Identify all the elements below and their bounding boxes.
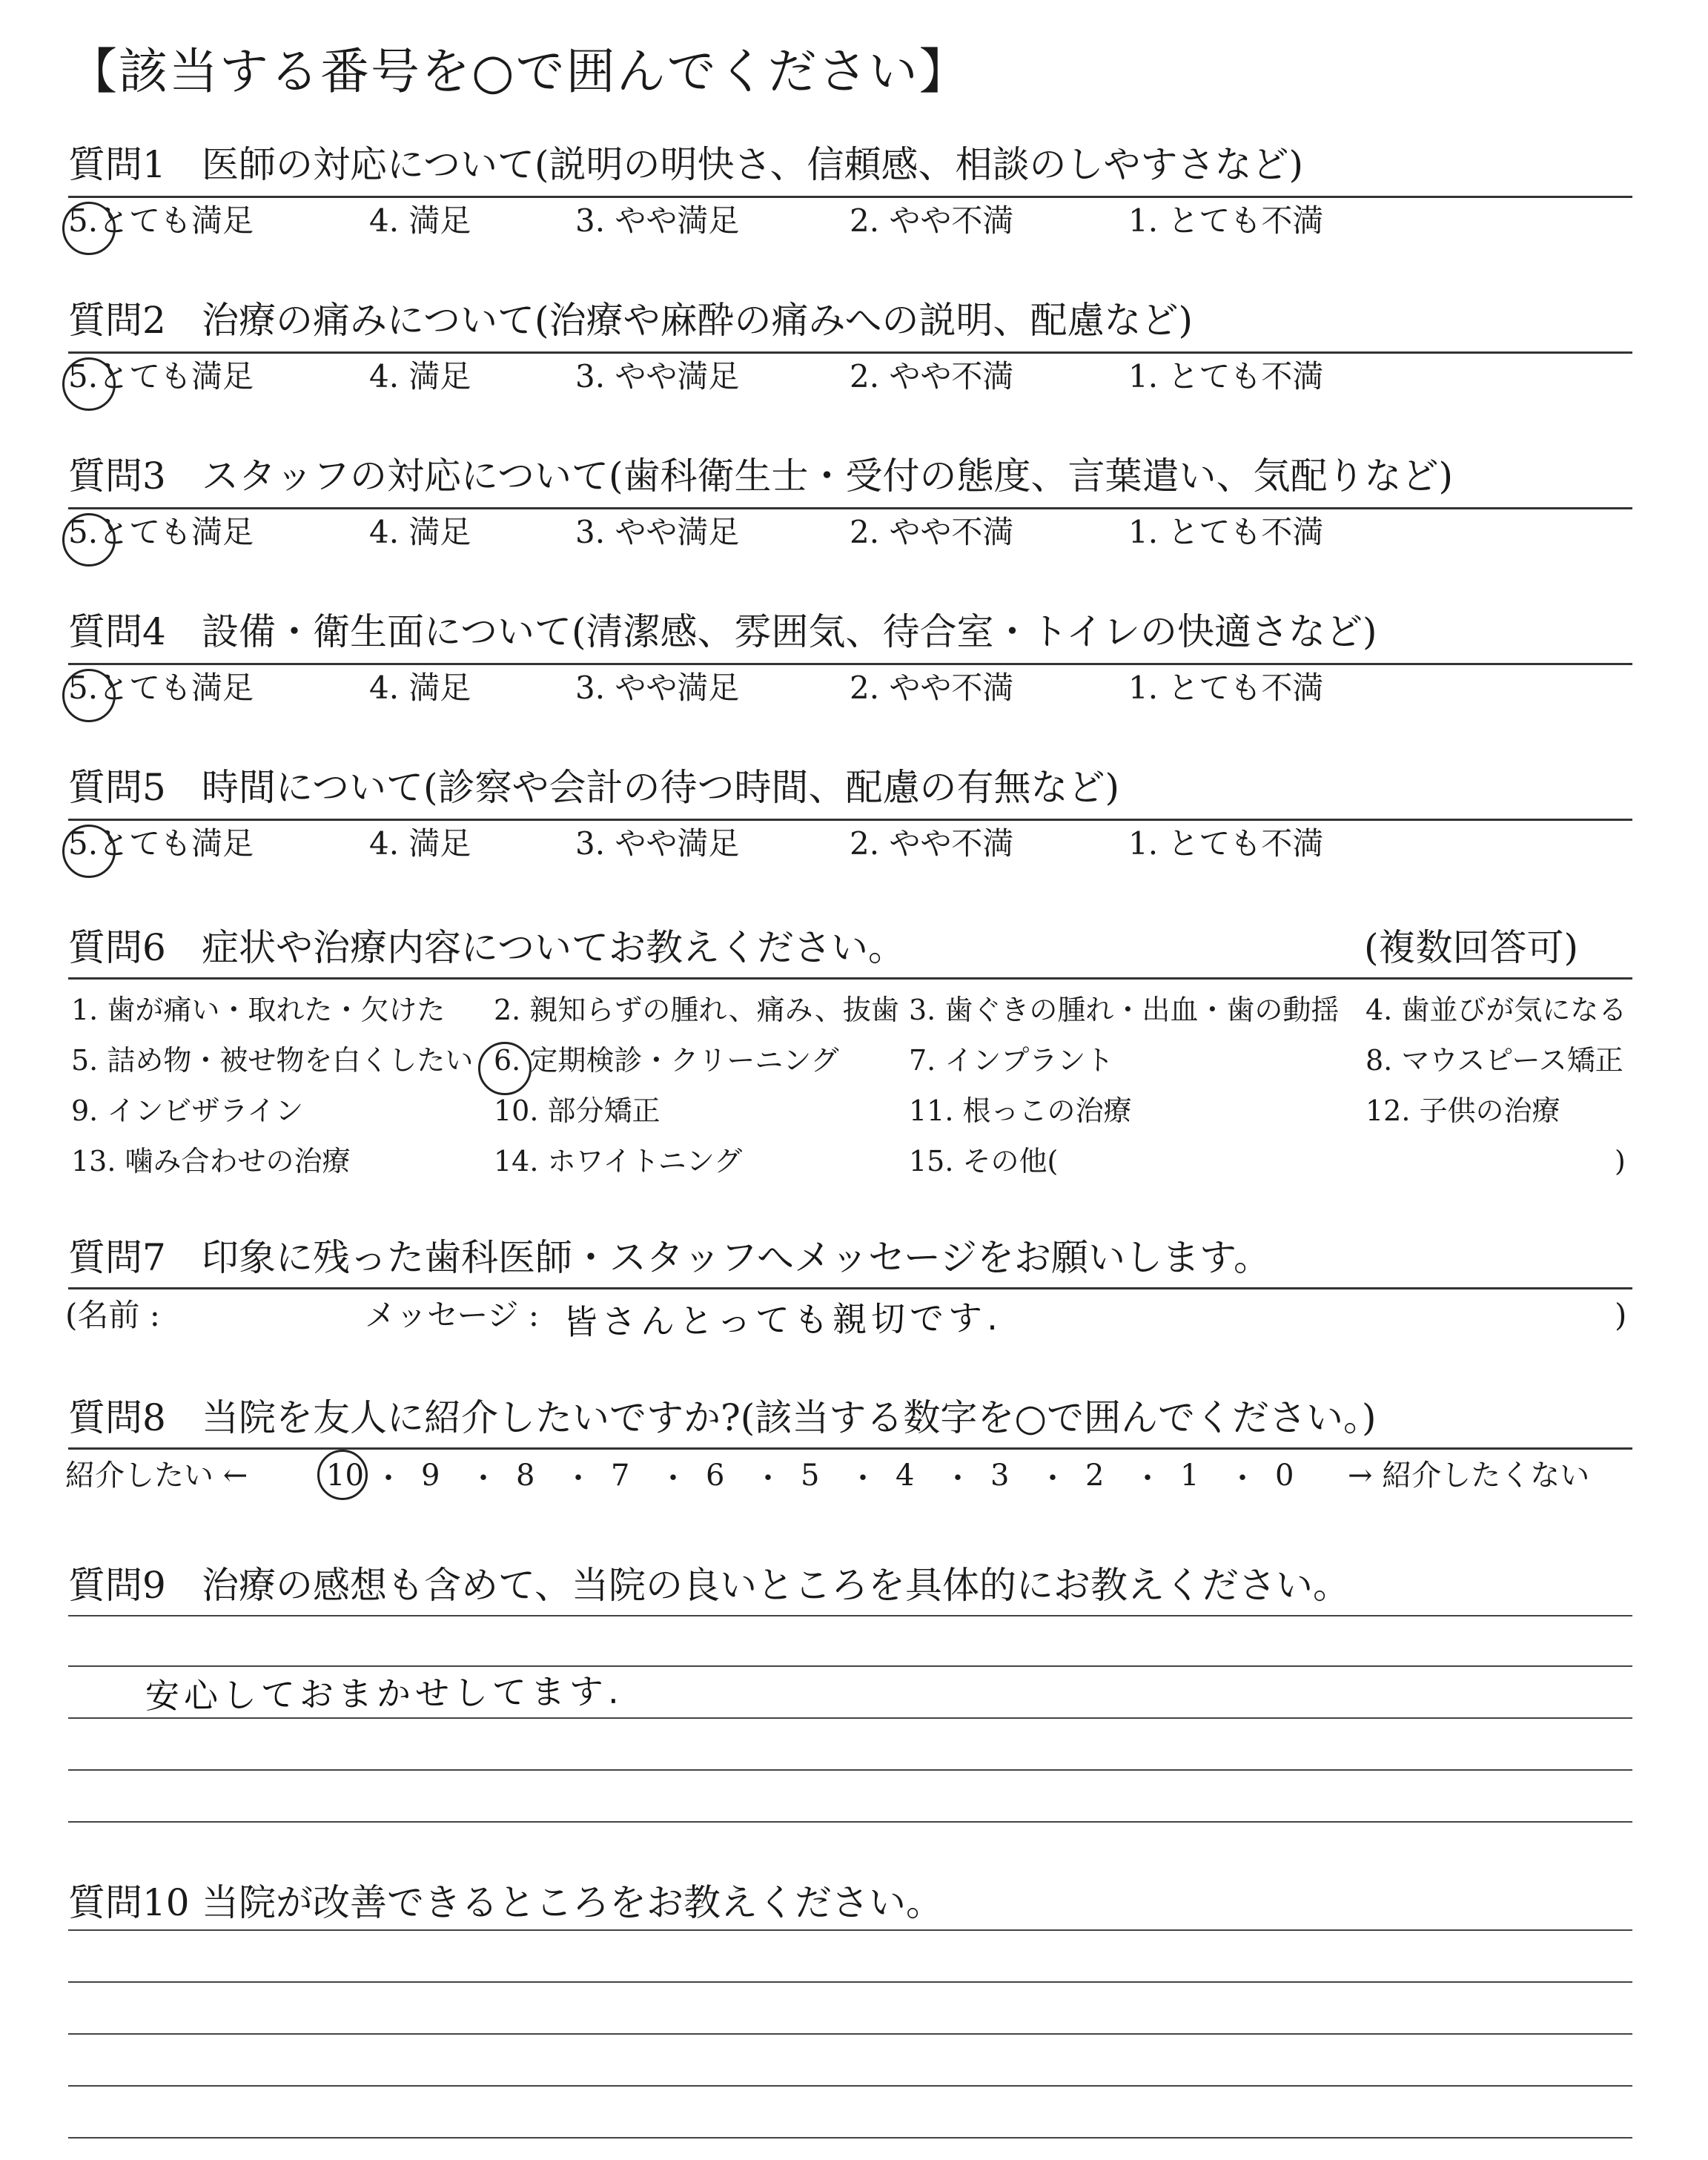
- q9-line-3: [68, 1717, 1632, 1719]
- q6-heading: [68, 924, 905, 971]
- q4-option[interactable]: 3. やや満足: [575, 670, 740, 706]
- q8-selected-circle: [317, 1450, 368, 1500]
- q8-scale-value[interactable]: 9: [421, 1459, 440, 1493]
- q8-scale-value[interactable]: 4: [896, 1459, 915, 1493]
- q1-option[interactable]: 4. 満足: [369, 202, 471, 239]
- q9-line-5: [68, 1821, 1632, 1823]
- q4-number: 質問4: [68, 610, 166, 653]
- q8-scale-separator: ・: [943, 1462, 973, 1496]
- q8-left-label: 紹介したい ←: [65, 1459, 248, 1493]
- q5-text: 時間について(診察や会計の待つ時間、配慮の有無など): [202, 766, 1120, 809]
- q7-close-paren: ): [1615, 1297, 1627, 1333]
- q5-selected-circle: [62, 825, 116, 878]
- q8-scale-value[interactable]: 3: [990, 1459, 1010, 1493]
- q8-scale-value[interactable]: 8: [516, 1459, 535, 1493]
- q4-option[interactable]: 2. やや不満: [850, 670, 1014, 706]
- q8-scale-separator: ・: [658, 1462, 688, 1496]
- q8-scale-separator: ・: [1133, 1462, 1162, 1496]
- q2-option[interactable]: 3. やや満足: [575, 358, 740, 394]
- q8-rule: [68, 1447, 1632, 1450]
- q6-option[interactable]: 1. 歯が痛い・取れた・欠けた: [71, 994, 446, 1026]
- q6-number: 質問6: [68, 926, 166, 969]
- q2-rule: [68, 351, 1632, 354]
- q2-option[interactable]: 2. やや不満: [850, 358, 1014, 394]
- q3-heading: [68, 452, 1453, 500]
- q2-selected-circle: [62, 357, 116, 411]
- q8-scale-value[interactable]: 7: [611, 1459, 630, 1493]
- q7-message-label: メッセージ :: [365, 1297, 539, 1333]
- q7-number: 質問7: [68, 1236, 166, 1279]
- q8-scale-separator: ・: [374, 1462, 403, 1496]
- q2-option[interactable]: 1. とても不満: [1128, 358, 1324, 394]
- q10-line-5: [68, 2137, 1632, 2138]
- q8-scale-separator: ・: [1228, 1462, 1257, 1496]
- q10-number: 質問10: [68, 1881, 190, 1924]
- q6-option[interactable]: 10. 部分矯正: [494, 1094, 661, 1127]
- q8-text: 当院を友人に紹介したいですか?(該当する数字を○で囲んでください。): [202, 1396, 1377, 1439]
- q6-selected-circle: [478, 1042, 532, 1095]
- q9-text: 治療の感想も含めて、当院の良いところを具体的にお教えください。: [202, 1564, 1350, 1607]
- q1-option[interactable]: 1. とても不満: [1128, 202, 1324, 239]
- q8-scale-separator: ・: [848, 1462, 878, 1496]
- q10-line-3: [68, 2033, 1632, 2035]
- q3-option[interactable]: 3. やや満足: [575, 514, 740, 550]
- q2-text: 治療の痛みについて(治療や麻酔の痛みへの説明、配慮など): [202, 299, 1194, 342]
- q9-number: 質問9: [68, 1564, 166, 1607]
- q10-line-1: [68, 1929, 1632, 1931]
- q5-option[interactable]: 3. やや満足: [575, 825, 740, 862]
- q5-option[interactable]: 4. 満足: [369, 825, 471, 862]
- q8-scale-separator: ・: [1038, 1462, 1068, 1496]
- q6-option[interactable]: 9. インビザライン: [71, 1094, 304, 1127]
- q1-option[interactable]: 3. やや満足: [575, 202, 740, 239]
- q8-heading: [68, 1394, 1376, 1441]
- q4-text: 設備・衛生面について(清潔感、雰囲気、待合室・トイレの快適さなど): [202, 610, 1377, 653]
- q3-option[interactable]: 5.とても満足: [68, 514, 254, 550]
- q6-option[interactable]: 8. マウスピース矯正: [1366, 1044, 1623, 1077]
- q1-option[interactable]: 2. やや不満: [850, 202, 1014, 239]
- q10-heading: [68, 1879, 943, 1926]
- q7-heading: [68, 1234, 1271, 1281]
- q10-line-2: [68, 1981, 1632, 1983]
- q6-option[interactable]: 15. その他(: [909, 1145, 1059, 1178]
- page-title: 【該当する番号を○で囲んでください】: [68, 43, 970, 100]
- q8-scale-value[interactable]: 0: [1275, 1459, 1294, 1493]
- q3-selected-circle: [62, 513, 116, 567]
- q6-note: (複数回答可): [1364, 926, 1579, 969]
- q9-heading: [68, 1562, 1350, 1609]
- q4-heading: [68, 608, 1377, 655]
- q6-option[interactable]: 14. ホワイトニング: [494, 1145, 743, 1178]
- q3-text: スタッフの対応について(歯科衛生士・受付の態度、言葉遣い、気配りなど): [202, 455, 1454, 498]
- q6-option[interactable]: 6. 定期検診・クリーニング: [494, 1044, 839, 1077]
- q6-option[interactable]: 2. 親知らずの腫れ、痛み、抜歯: [494, 994, 899, 1026]
- q1-heading: [68, 141, 1303, 188]
- q2-option[interactable]: 5.とても満足: [68, 358, 254, 394]
- q7-text: 印象に残った歯科医師・スタッフへメッセージをお願いします。: [202, 1236, 1271, 1279]
- q7-message-answer: 皆さんとっても親切です.: [563, 1297, 1002, 1343]
- q8-scale-value[interactable]: 1: [1180, 1459, 1199, 1493]
- q6-option[interactable]: 13. 噛み合わせの治療: [71, 1145, 351, 1178]
- q10-line-4: [68, 2085, 1632, 2087]
- q1-number: 質問1: [68, 143, 166, 186]
- q5-number: 質問5: [68, 766, 166, 809]
- q2-heading: [68, 297, 1193, 344]
- q4-option[interactable]: 1. とても不満: [1128, 670, 1324, 706]
- q1-rule: [68, 196, 1632, 198]
- q5-option[interactable]: 1. とても不満: [1128, 825, 1324, 862]
- q4-option[interactable]: 5.とても満足: [68, 670, 254, 706]
- q8-number: 質問8: [68, 1396, 166, 1439]
- q6-rule: [68, 977, 1632, 980]
- q9-line-1: [68, 1615, 1632, 1616]
- q6-option[interactable]: 3. 歯ぐきの腫れ・出血・歯の動揺: [909, 994, 1340, 1026]
- q6-option[interactable]: 12. 子供の治療: [1366, 1094, 1560, 1127]
- q3-rule: [68, 507, 1632, 509]
- q4-selected-circle: [62, 669, 116, 722]
- q9-line-2: [68, 1665, 1632, 1667]
- q1-option[interactable]: 5.とても満足: [68, 202, 254, 239]
- q7-name-label: (名前 :: [65, 1297, 160, 1333]
- q6-text: 症状や治療内容についてお教えください。: [202, 926, 905, 969]
- q3-number: 質問3: [68, 455, 166, 498]
- q3-option[interactable]: 2. やや不満: [850, 514, 1014, 550]
- q8-scale-separator: ・: [469, 1462, 498, 1496]
- q4-rule: [68, 663, 1632, 665]
- q7-rule: [68, 1287, 1632, 1289]
- q5-rule: [68, 819, 1632, 821]
- q3-option[interactable]: 1. とても不満: [1128, 514, 1324, 550]
- q6-option[interactable]: 11. 根っこの治療: [909, 1094, 1132, 1127]
- q1-selected-circle: [62, 202, 116, 255]
- q1-text: 医師の対応について(説明の明快さ、信頼感、相談のしやすさなど): [202, 143, 1304, 186]
- q4-option[interactable]: 4. 満足: [369, 670, 471, 706]
- q8-scale-value[interactable]: 2: [1085, 1459, 1105, 1493]
- q9-answer: 安心しておまかせしてます.: [145, 1671, 623, 1717]
- q6-option[interactable]: 5. 詰め物・被せ物を白くしたい: [71, 1044, 474, 1077]
- q6-option[interactable]: 4. 歯並びが気になる: [1366, 994, 1627, 1026]
- q6-other-close-paren: ): [1615, 1145, 1626, 1178]
- q8-scale-value[interactable]: 10: [326, 1459, 364, 1493]
- q2-number: 質問2: [68, 299, 166, 342]
- q3-option[interactable]: 4. 満足: [369, 514, 471, 550]
- q8-scale-separator: ・: [753, 1462, 783, 1496]
- q8-scale-separator: ・: [563, 1462, 593, 1496]
- q8-scale-value[interactable]: 6: [706, 1459, 725, 1493]
- q9-line-4: [68, 1769, 1632, 1771]
- q8-right-label: → 紹介したくない: [1348, 1459, 1590, 1493]
- q10-text: 当院が改善できるところをお教えください。: [202, 1881, 943, 1924]
- q2-option[interactable]: 4. 満足: [369, 358, 471, 394]
- q8-scale-value[interactable]: 5: [801, 1459, 820, 1493]
- q6-option[interactable]: 7. インプラント: [909, 1044, 1114, 1077]
- q5-option[interactable]: 5.とても満足: [68, 825, 254, 862]
- q5-option[interactable]: 2. やや不満: [850, 825, 1014, 862]
- q5-heading: [68, 764, 1119, 811]
